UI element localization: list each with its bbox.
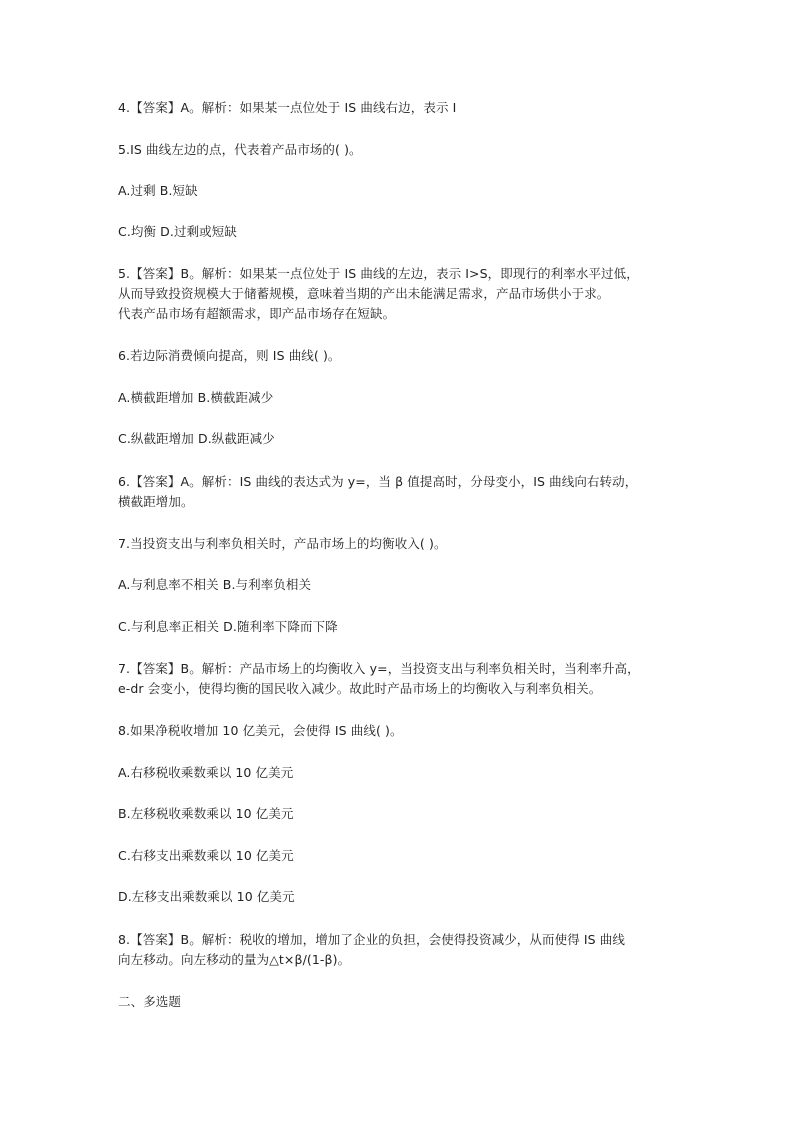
answer-6-line-2: 横截距增加。 <box>118 494 194 509</box>
question-6-options-cd: C.纵截距增加 D.纵截距减少 <box>118 431 275 446</box>
question-8-option-d: D.左移支出乘数乘以 10 亿美元 <box>118 889 295 904</box>
question-8-option-b: B.左移税收乘数乘以 10 亿美元 <box>118 806 294 821</box>
question-7-options-cd: C.与利息率正相关 D.随利率下降而下降 <box>118 619 338 634</box>
answer-5-line-3: 代表产品市场有超额需求，即产品市场存在短缺。 <box>118 306 396 321</box>
section-heading-multiple-choice: 二、多选题 <box>118 994 182 1009</box>
answer-6-line-1: 6.【答案】A。解析：IS 曲线的表达式为 y=，当 β 值提高时，分母变小，IS 曲线向右转动， <box>118 474 638 489</box>
question-5-options-ab: A.过剩 B.短缺 <box>118 183 198 198</box>
answer-7-line-2: e-dr 会变小，使得均衡的国民收入减少。故此时产品市场上的均衡收入与利率负相关。 <box>118 681 602 696</box>
answer-5-line-1: 5.【答案】B。解析：如果某一点位处于 IS 曲线的左边，表示 I>S，即现行的利率水平过低， <box>118 266 639 281</box>
answer-5-line-2: 从而导致投资规模大于储蓄规模，意味着当期的产出未能满足需求，产品市场供小于求。 <box>118 286 610 301</box>
answer-4-line-1: 4.【答案】A。解析：如果某一点位处于 IS 曲线右边，表示 I <box>118 100 457 115</box>
question-6-line-1: 6.若边际消费倾向提高，则 IS 曲线( )。 <box>118 348 341 363</box>
question-8-option-a: A.右移税收乘数乘以 10 亿美元 <box>118 765 294 780</box>
question-7-options-ab: A.与利息率不相关 B.与利率负相关 <box>118 577 312 592</box>
answer-8-line-2: 向左移动。向左移动的量为△t×β/(1-β)。 <box>118 952 351 967</box>
question-6-options-ab: A.横截距增加 B.横截距减少 <box>118 390 274 405</box>
answer-8-line-1: 8.【答案】B。解析：税收的增加，增加了企业的负担，会使得投资减少，从而使得 IS 曲线 <box>118 932 625 947</box>
question-8-line-1: 8.如果净税收增加 10 亿美元，会使得 IS 曲线( )。 <box>118 723 403 738</box>
question-5-options-cd: C.均衡 D.过剩或短缺 <box>118 224 237 239</box>
answer-7-line-1: 7.【答案】B。解析：产品市场上的均衡收入 y=，当投资支出与利率负相关时，当利率升高， <box>118 661 640 676</box>
question-8-option-c: C.右移支出乘数乘以 10 亿美元 <box>118 848 294 863</box>
question-5-line-1: 5.IS 曲线左边的点，代表着产品市场的( )。 <box>118 142 362 157</box>
question-7-line-1: 7.当投资支出与利率负相关时，产品市场上的均衡收入( )。 <box>118 536 447 551</box>
